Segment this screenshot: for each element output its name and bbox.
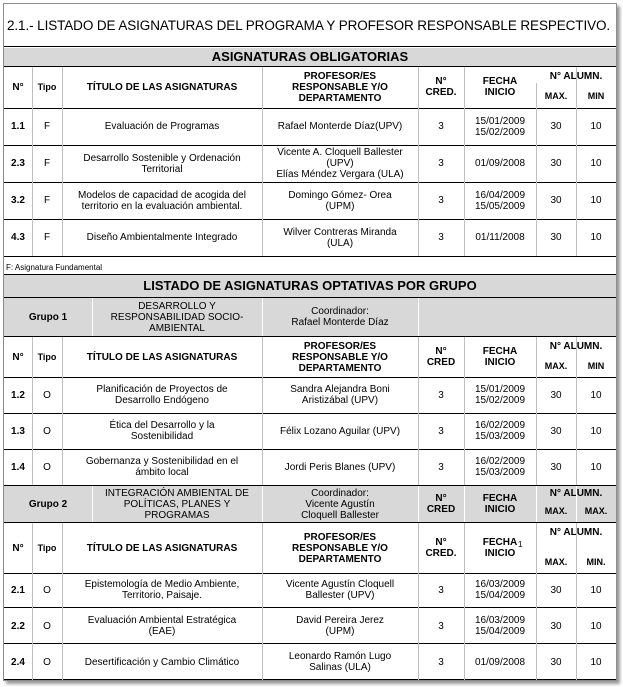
col-tipo-cell [32,67,62,107]
col-titulo-cell [62,337,262,377]
column-rule [536,523,537,680]
grupo2-name: INTEGRACIÓN AMBIENTAL DE POLÍTICAS, PLANES Y PROGRAMAS [105,487,249,521]
row-max: 30 [550,656,562,668]
column-rule [418,67,419,256]
row-cred-cell [418,413,464,449]
row-titulo: Epistemología de Medio Ambiente, Territorio, Paisaje. [84,579,240,601]
row-profesor-cell [262,108,418,145]
row-min: 10 [590,121,602,132]
col-profesor: PROFESOR/ES RESPONSABLE Y/O DEPARTAMENTO [292,531,388,565]
grupo1-label: Grupo 1 [28,311,68,323]
row-cred-cell [418,609,464,643]
table-rule [4,607,616,608]
row-cred: 3 [438,232,444,243]
column-rule [536,337,537,485]
col-min: MIN [587,361,605,371]
row-max-cell [536,377,576,413]
row-cred-cell [418,449,464,485]
col-num: N° [12,81,24,93]
row-num-cell [4,377,32,413]
row-titulo: Planificación de Proyectos de Desarrollo Endógeno [96,384,228,406]
row-titulo-cell [62,609,262,643]
row-min: 10 [590,195,602,206]
col-profesor: PROFESOR/ES RESPONSABLE Y/O DEPARTAMENTO [292,340,388,374]
row-tipo-cell [32,219,62,256]
col-max: MAX. [544,91,568,101]
column-rule [418,337,419,485]
column-rule [62,337,63,485]
row-max-cell [536,449,576,485]
col-titulo-cell [62,523,262,573]
grupo2-max-cell [536,504,576,518]
col-tipo: Tipo [37,352,57,362]
column-rule [464,523,465,680]
table-rule [4,679,616,680]
row-fecha-cell [464,219,536,256]
row-min: 10 [590,389,602,401]
row-titulo: Evaluación Ambiental Estratégica (EAE) [87,615,237,637]
row-tipo: F [43,121,51,132]
grupo2-max: MAX. [544,506,568,516]
column-rule [536,67,537,256]
row-min-cell [576,219,616,256]
col-tipo-cell [32,523,62,573]
row-min: 10 [590,425,602,437]
row-cred-cell [418,573,464,607]
row-cred-cell [418,108,464,145]
col-fecha: FECHA INICIO [482,346,518,368]
col-titulo-cell [62,67,262,107]
row-profesor-cell [262,573,418,607]
footnote: F: Asignatura Fundamental [6,262,103,272]
row-max-cell [536,609,576,643]
row-tipo-cell [32,413,62,449]
row-min-cell [576,449,616,485]
row-titulo: Modelos de capacidad de acogida del territorio en la evaluación ambiental. [78,189,246,212]
col-cred: N° CRED [426,346,456,368]
col-num: N° [12,351,24,363]
row-num-cell [4,609,32,643]
row-tipo-cell [32,573,62,607]
row-max-cell [536,108,576,145]
row-cred: 3 [438,461,444,473]
row-num: 4.3 [11,232,25,243]
row-titulo: Desarrollo Sostenible y Ordenación Territorial [83,152,241,175]
row-titulo-cell [62,645,262,679]
row-profesor: David Pereira Jerez (UPM) [296,615,384,637]
row-fecha: 15/01/2009 15/02/2009 [474,384,526,406]
row-tipo-cell [32,609,62,643]
column-rule [418,486,419,522]
row-profesor-cell [262,182,418,219]
grupo1-coordinador: Coordinador: Rafael Monterde Díaz [291,306,389,328]
row-min: 10 [590,232,602,243]
row-min-cell [576,377,616,413]
col-max: MAX. [544,361,568,371]
row-profesor: Félix Lozano Aguilar (UPV) [279,425,401,437]
row-cred: 3 [438,584,444,596]
column-rule [32,523,33,680]
row-min-cell [576,573,616,607]
row-fecha-cell [464,145,536,182]
grupo2-max2: MAX. [584,506,608,516]
row-min: 10 [590,158,602,169]
column-rule [464,67,465,256]
col-min: MIN [587,91,605,101]
row-tipo-cell [32,145,62,182]
column-rule [464,337,465,485]
row-num: 1.4 [11,461,25,473]
column-rule [32,67,33,256]
row-min: 10 [590,584,602,596]
row-tipo-cell [32,377,62,413]
col-min-cell [576,555,616,569]
row-num-cell [4,108,32,145]
row-min-cell [576,645,616,679]
row-max-cell [536,219,576,256]
row-min: 10 [590,461,602,473]
grupo2-fecha: FECHA INICIO [482,493,518,515]
col-fecha-cell [464,337,536,377]
row-profesor: Vicente Agustín Cloquell Ballester (UPV) [285,579,395,601]
row-titulo: Evaluación de Programas [104,121,220,132]
row-cred: 3 [438,425,444,437]
row-titulo-cell [62,219,262,256]
row-fecha: 01/11/2008 [475,232,525,243]
row-fecha: 16/02/2009 15/03/2009 [474,456,526,478]
row-titulo: Desertificación y Cambio Climático [84,656,240,668]
col-alumn: N° ALUMN. [549,526,603,538]
col-alumn: N° ALUMN. [549,70,603,82]
col-profesor-cell [262,337,418,377]
col-num-cell [4,523,32,573]
column-rule [464,486,465,522]
col-titulo: TÍTULO DE LAS ASIGNATURAS [86,351,238,363]
row-cred: 3 [438,158,444,169]
row-fecha: 01/09/2008 [474,656,526,668]
grupo2-cred-cell [418,486,464,522]
row-profesor: Rafael Monterde Díaz(UPV) [277,121,403,132]
row-tipo: O [43,620,51,632]
row-num: 1.3 [11,425,25,437]
row-profesor-cell [262,645,418,679]
row-num: 2.1 [11,584,25,596]
row-profesor-cell [262,219,418,256]
row-fecha: 15/01/2009 15/02/2009 [474,115,526,138]
grupo1-coordinador-cell [262,298,418,336]
grupo2-name-cell [92,486,262,522]
row-fecha: 16/03/2009 15/04/2009 [474,579,526,601]
row-cred-cell [418,645,464,679]
col-max-cell [536,89,576,103]
column-rule [576,523,577,680]
grupo2-label: Grupo 2 [28,498,68,510]
row-fecha-cell [464,645,536,679]
row-tipo-cell [32,449,62,485]
column-rule [262,523,263,680]
row-fecha: 01/09/2008 [474,158,526,169]
optativas-heading: LISTADO DE ASIGNATURAS OPTATIVAS POR GRUPO [143,278,477,293]
grupo2-fecha-cell [464,486,536,522]
footnote-cell [6,262,206,272]
column-rule [418,523,419,680]
col-num: N° [12,542,24,554]
row-fecha-cell [464,573,536,607]
grupo2-coordinador-cell [262,486,418,522]
col-profesor-cell [262,67,418,107]
col-tipo-cell [32,337,62,377]
row-min-cell [576,145,616,182]
col-min-cell [576,89,616,103]
row-fecha: 16/02/2009 15/03/2009 [474,420,526,442]
row-num: 2.3 [11,158,25,169]
row-min-cell [576,609,616,643]
col-titulo: TÍTULO DE LAS ASIGNATURAS [86,81,238,93]
row-tipo-cell [32,182,62,219]
grupo1-name-cell [92,298,262,336]
row-tipo-cell [32,108,62,145]
row-cred: 3 [438,620,444,632]
row-tipo: O [43,584,51,596]
row-profesor: Wilver Contreras Miranda (ULA) [283,226,397,249]
row-tipo: O [43,425,51,437]
row-cred-cell [418,145,464,182]
row-cred: 3 [438,389,444,401]
row-profesor-cell [262,449,418,485]
col-tipo: Tipo [37,82,57,92]
column-rule [262,337,263,485]
page-title: 2.1.- LISTADO DE ASIGNATURAS DEL PROGRAMA Y PROFESOR RESPONSABLE RESPECTIVO. [7,18,611,33]
column-rule [32,337,33,485]
row-min: 10 [590,656,602,668]
row-tipo: O [43,656,51,668]
row-profesor: Jordi Peris Blanes (UPV) [284,461,396,473]
column-rule [62,67,63,256]
document-page [3,3,617,681]
col-alumn: N° ALUMN. [549,340,603,352]
row-cred: 3 [438,656,444,668]
row-cred: 3 [438,121,444,132]
row-num-cell [4,449,32,485]
col-fecha: FECHA INICIO [482,76,518,98]
obligatorias-heading-cell [4,48,616,66]
row-num: 1.2 [11,389,25,401]
row-max: 30 [550,158,562,169]
row-num-cell [4,573,32,607]
table-rule [4,643,616,644]
col-num-cell [4,337,32,377]
row-tipo-cell [32,645,62,679]
row-max: 30 [550,584,562,596]
column-rule [92,298,93,336]
col-num-cell [4,67,32,107]
obligatorias-heading: ASIGNATURAS OBLIGATORIAS [211,49,409,64]
col-tipo: Tipo [37,543,57,553]
col-cred: N° CRED. [425,76,457,98]
col-titulo: TÍTULO DE LAS ASIGNATURAS [86,542,238,554]
row-max: 30 [550,389,562,401]
col-min-cell [576,359,616,373]
row-num: 3.2 [11,195,25,206]
column-rule [62,523,63,680]
grupo2-max2-cell [576,504,616,518]
grupo2-alumn: N° ALUMN. [549,487,603,499]
col-fecha: FECHA INICIO [482,537,518,559]
row-num: 2.4 [11,656,25,668]
column-rule [536,486,537,522]
column-rule [576,486,577,522]
row-fecha: 16/04/2009 15/05/2009 [474,189,526,212]
column-rule [262,486,263,522]
footnote-marker: 1 [518,540,523,549]
row-titulo-cell [62,377,262,413]
col-cred-cell [418,337,464,377]
grupo1-label-cell [4,298,92,336]
row-fecha-cell [464,413,536,449]
row-titulo-cell [62,413,262,449]
row-max-cell [536,182,576,219]
table-rule [4,256,616,257]
row-profesor-cell [262,145,418,182]
row-max-cell [536,413,576,449]
row-tipo: O [43,389,51,401]
row-titulo-cell [62,108,262,145]
row-min: 10 [590,620,602,632]
column-rule [576,337,577,485]
row-cred-cell [418,182,464,219]
row-max: 30 [550,620,562,632]
column-rule [262,67,263,256]
row-tipo: F [43,158,51,169]
row-fecha-cell [464,182,536,219]
row-cred-cell [418,377,464,413]
row-titulo: Ética del Desarrollo y la Sostenibilidad [109,420,215,442]
col-min: MIN. [586,557,606,567]
row-fecha-cell [464,449,536,485]
col-fecha-cell [464,523,536,573]
row-min-cell [576,108,616,145]
row-max: 30 [550,425,562,437]
row-titulo: Diseño Ambientalmente Integrado [86,232,238,243]
col-cred-cell [418,523,464,573]
col-max: MAX. [544,557,568,567]
row-titulo-cell [62,182,262,219]
row-num-cell [4,219,32,256]
row-titulo-cell [62,449,262,485]
col-profesor: PROFESOR/ES RESPONSABLE Y/O DEPARTAMENTO [292,70,388,104]
row-profesor: Domingo Gómez- Orea (UPM) [288,189,392,212]
row-max-cell [536,573,576,607]
col-cred-cell [418,67,464,107]
grupo1-name: DESARROLLO Y RESPONSABILIDAD SOCIO- AMBIENTAL [110,300,244,334]
row-num-cell [4,182,32,219]
row-titulo: Gobernanza y Sostenibilidad en el ámbito local [85,456,239,478]
row-titulo-cell [62,573,262,607]
row-max: 30 [550,121,562,132]
column-rule [92,486,93,522]
column-rule [418,298,419,336]
col-profesor-cell [262,523,418,573]
row-profesor-cell [262,609,418,643]
column-rule [576,67,577,256]
row-max-cell [536,145,576,182]
row-profesor: Leonardo Ramón Lugo Salinas (ULA) [288,651,392,673]
row-max-cell [536,645,576,679]
row-profesor: Sandra Alejandra Boni Aristizábal (UPV) [290,384,390,406]
col-cred: N° CRED. [425,537,457,559]
column-rule [262,298,263,336]
grupo2-cred: N° CRED [426,493,456,515]
row-tipo: F [43,195,51,206]
row-profesor: Vicente A. Cloquell Ballester (UPV) Elías Méndez Vergara (ULA) [276,147,404,180]
col-max-cell [536,555,576,569]
row-profesor-cell [262,377,418,413]
row-fecha: 16/03/2009 15/04/2009 [474,615,526,637]
row-tipo: F [43,232,51,243]
row-cred-cell [418,219,464,256]
row-profesor-cell [262,413,418,449]
row-fecha-cell [464,377,536,413]
row-num: 1.1 [11,121,25,132]
row-titulo-cell [62,145,262,182]
optativas-heading-cell [4,275,616,297]
row-tipo: O [43,461,51,473]
title-divider [4,46,616,47]
row-max: 30 [550,232,562,243]
row-num-cell [4,413,32,449]
row-num-cell [4,145,32,182]
row-num-cell [4,645,32,679]
grupo2-label-cell [4,486,92,522]
row-cred: 3 [438,195,444,206]
row-fecha-cell [464,609,536,643]
grupo2-coordinador: Coordinador: Vicente Agustín Cloquell Ballester [301,487,379,521]
row-max: 30 [550,195,562,206]
row-min-cell [576,182,616,219]
row-fecha-cell [464,108,536,145]
row-min-cell [576,413,616,449]
row-num: 2.2 [11,620,25,632]
column-rule [536,67,537,83]
row-max: 30 [550,461,562,473]
col-max-cell [536,359,576,373]
col-fecha-cell [464,67,536,107]
